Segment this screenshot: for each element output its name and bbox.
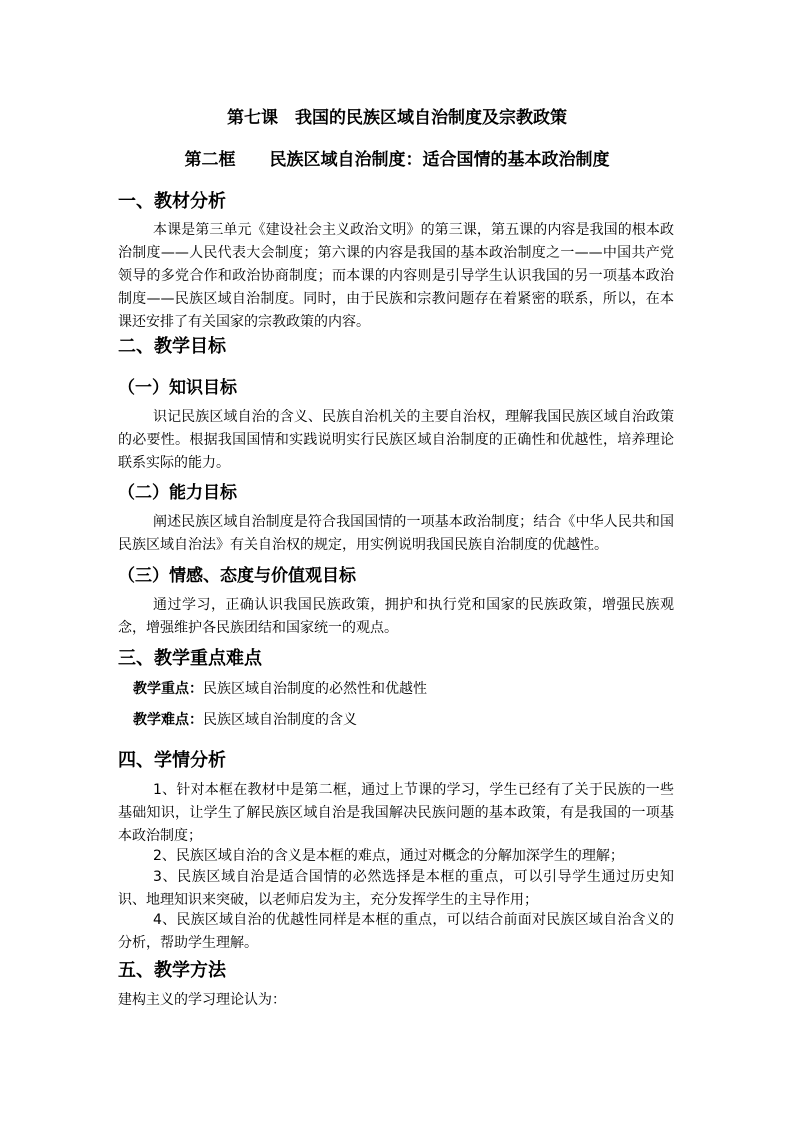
subheading-attitude-goals: （三）情感、态度与价值观目标 xyxy=(118,566,356,586)
difficult-point-line xyxy=(133,709,357,732)
student-analysis-item: 4、民族区域自治的优越性同样是本框的重点，可以结合前面对民族区域自治含义的分析，帮助学生理解。 xyxy=(118,912,674,951)
section-heading-student-analysis: 四、学情分析 xyxy=(118,750,226,771)
attitude-goals-paragraph: 通过学习，正确认识我国民族政策，拥护和执行党和国家的民族政策，增强民族观念，增强维护各民族团结和国家统一的观点。 xyxy=(118,597,674,636)
key-point-line xyxy=(133,678,427,701)
student-analysis-item: 1、针对本框在教材中是第二框，通过上节课的学习，学生已经有了关于民族的一些基础知识，让学生了解民族区域自治是我国解决民族问题的基本政策，有是我国的一项基本政治制度； xyxy=(118,782,674,844)
student-analysis-item: 2、民族区域自治的含义是本框的难点，通过对概念的分解加深学生的理解； xyxy=(153,848,624,864)
ability-goals-paragraph: 阐述民族区域自治制度是符合我国国情的一项基本政治制度；结合《中华人民共和国民族区域自治法》有关自治权的规定，用实例说明我国民族自治制度的优越性。 xyxy=(118,514,674,553)
difficult-point-text: 民族区域自治制度的含义 xyxy=(203,712,357,728)
lesson-title: 第七课 我国的民族区域自治制度及宗教政策 xyxy=(227,108,567,128)
teaching-methods-paragraph: 建构主义的学习理论认为： xyxy=(118,992,286,1008)
key-point-label: 教学重点： xyxy=(133,681,203,697)
textbook-analysis-paragraph: 本课是第三单元《建设社会主义政治文明》的第三课，第五课的内容是我国的根本政治制度——人民代表大会制度；第六课的内容是我国的基本政治制度之一——中国共产党领导的多党合作和政治协商制度；而本课的内容则是引导学生认识我国的另一项基本政治制度——民族区域自治制度。同时，由于民族和宗教问题存在着紧密的联系，所以，在本课还安排了有关国家的宗教政策的内容。 xyxy=(118,222,674,330)
knowledge-goals-paragraph: 识记民族区域自治的含义、民族自治机关的主要自治权，理解我国民族区域自治政策的必要性。根据我国国情和实践说明实行民族区域自治制度的正确性和优越性，培养理论联系实际的能力。 xyxy=(118,409,674,471)
subheading-ability-goals: （二）能力目标 xyxy=(118,483,237,503)
subheading-knowledge-goals: （一）知识目标 xyxy=(118,378,237,398)
section-heading-teaching-methods: 五、教学方法 xyxy=(118,960,226,981)
section-heading-textbook-analysis: 一、教材分析 xyxy=(118,191,226,212)
student-analysis-item: 3、民族区域自治是适合国情的必然选择是本框的重点，可以引导学生通过历史知识、地理知识来突破，以老师启发为主，充分发挥学生的主导作用； xyxy=(118,869,674,908)
difficult-point-label: 教学难点： xyxy=(133,712,203,728)
section-heading-key-points: 三、教学重点难点 xyxy=(118,648,262,669)
lesson-subtitle: 第二框 民族区域自治制度：适合国情的基本政治制度 xyxy=(184,150,610,170)
key-point-text: 民族区域自治制度的必然性和优越性 xyxy=(203,681,427,697)
section-heading-teaching-goals: 二、教学目标 xyxy=(118,336,226,357)
